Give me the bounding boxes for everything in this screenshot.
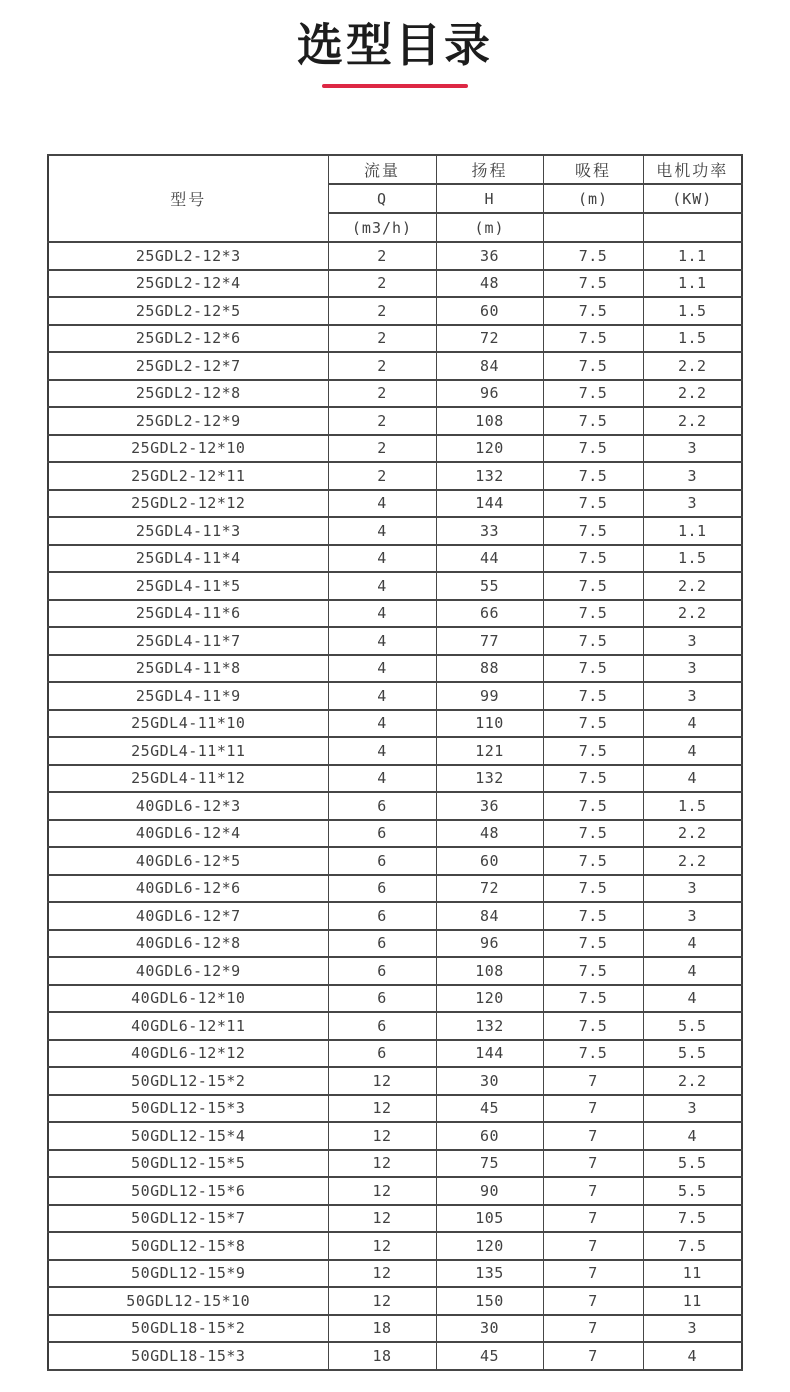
cell-suction: 7.5	[543, 710, 643, 738]
cell-power: 3	[643, 462, 742, 490]
cell-flow: 6	[328, 930, 436, 958]
table-row	[48, 710, 742, 738]
cell-head: 48	[436, 270, 543, 298]
table-row	[48, 1150, 742, 1178]
cell-power: 2.2	[643, 407, 742, 435]
cell-model: 25GDL4-11*10	[48, 710, 328, 738]
header-flow-symbol: Q	[328, 184, 436, 213]
cell-power: 4	[643, 957, 742, 985]
cell-model: 50GDL12-15*10	[48, 1287, 328, 1315]
cell-power: 7.5	[643, 1232, 742, 1260]
cell-suction: 7	[543, 1205, 643, 1233]
cell-suction: 7.5	[543, 297, 643, 325]
cell-model: 25GDL2-12*9	[48, 407, 328, 435]
cell-flow: 2	[328, 270, 436, 298]
cell-model: 25GDL4-11*4	[48, 545, 328, 573]
table-row	[48, 1315, 742, 1343]
table-row	[48, 985, 742, 1013]
cell-power: 3	[643, 902, 742, 930]
cell-head: 60	[436, 847, 543, 875]
cell-suction: 7.5	[543, 682, 643, 710]
cell-power: 1.5	[643, 325, 742, 353]
table-row	[48, 875, 742, 903]
cell-head: 99	[436, 682, 543, 710]
cell-head: 75	[436, 1150, 543, 1178]
cell-model: 25GDL4-11*11	[48, 737, 328, 765]
cell-suction: 7	[543, 1260, 643, 1288]
table-row	[48, 957, 742, 985]
header-head-title: 扬程	[436, 155, 543, 184]
cell-model: 40GDL6-12*11	[48, 1012, 328, 1040]
cell-suction: 7	[543, 1122, 643, 1150]
cell-flow: 6	[328, 820, 436, 848]
cell-model: 25GDL2-12*5	[48, 297, 328, 325]
header-suction-unit: (m)	[543, 184, 643, 213]
cell-flow: 4	[328, 710, 436, 738]
cell-flow: 12	[328, 1122, 436, 1150]
cell-suction: 7.5	[543, 627, 643, 655]
cell-head: 120	[436, 1232, 543, 1260]
cell-flow: 6	[328, 847, 436, 875]
cell-head: 48	[436, 820, 543, 848]
header-head-symbol: H	[436, 184, 543, 213]
cell-power: 1.1	[643, 270, 742, 298]
cell-power: 1.1	[643, 517, 742, 545]
header-empty-cell	[643, 213, 742, 242]
cell-power: 2.2	[643, 600, 742, 628]
cell-power: 1.5	[643, 792, 742, 820]
cell-flow: 12	[328, 1287, 436, 1315]
header-power-title: 电机功率	[643, 155, 742, 184]
cell-head: 44	[436, 545, 543, 573]
table-body	[48, 242, 742, 1370]
cell-suction: 7.5	[543, 407, 643, 435]
cell-model: 25GDL2-12*4	[48, 270, 328, 298]
cell-suction: 7.5	[543, 957, 643, 985]
cell-model: 25GDL2-12*3	[48, 242, 328, 270]
table-row	[48, 270, 742, 298]
table-row	[48, 1205, 742, 1233]
cell-flow: 4	[328, 600, 436, 628]
cell-flow: 4	[328, 682, 436, 710]
table-row	[48, 1232, 742, 1260]
cell-model: 40GDL6-12*4	[48, 820, 328, 848]
cell-power: 3	[643, 655, 742, 683]
cell-suction: 7.5	[543, 847, 643, 875]
cell-power: 3	[643, 435, 742, 463]
table-row	[48, 1067, 742, 1095]
cell-head: 121	[436, 737, 543, 765]
cell-head: 132	[436, 462, 543, 490]
cell-power: 4	[643, 985, 742, 1013]
cell-power: 5.5	[643, 1150, 742, 1178]
cell-flow: 12	[328, 1232, 436, 1260]
cell-suction: 7.5	[543, 545, 643, 573]
cell-suction: 7.5	[543, 242, 643, 270]
cell-head: 33	[436, 517, 543, 545]
cell-power: 3	[643, 682, 742, 710]
table-row	[48, 847, 742, 875]
cell-model: 25GDL2-12*6	[48, 325, 328, 353]
cell-head: 105	[436, 1205, 543, 1233]
cell-head: 66	[436, 600, 543, 628]
cell-suction: 7	[543, 1342, 643, 1370]
cell-head: 36	[436, 242, 543, 270]
cell-head: 144	[436, 490, 543, 518]
cell-flow: 2	[328, 352, 436, 380]
cell-flow: 4	[328, 737, 436, 765]
cell-model: 25GDL4-11*9	[48, 682, 328, 710]
cell-flow: 12	[328, 1095, 436, 1123]
cell-suction: 7.5	[543, 462, 643, 490]
cell-model: 25GDL2-12*10	[48, 435, 328, 463]
cell-power: 2.2	[643, 380, 742, 408]
cell-suction: 7.5	[543, 875, 643, 903]
cell-head: 120	[436, 985, 543, 1013]
cell-model: 25GDL4-11*7	[48, 627, 328, 655]
cell-power: 1.5	[643, 297, 742, 325]
cell-suction: 7.5	[543, 270, 643, 298]
cell-suction: 7	[543, 1150, 643, 1178]
cell-flow: 2	[328, 407, 436, 435]
cell-suction: 7.5	[543, 820, 643, 848]
cell-power: 3	[643, 875, 742, 903]
catalog-page	[0, 18, 790, 1371]
cell-power: 2.2	[643, 352, 742, 380]
page-title: 选型目录	[297, 19, 493, 71]
cell-power: 11	[643, 1287, 742, 1315]
cell-flow: 12	[328, 1177, 436, 1205]
cell-head: 108	[436, 407, 543, 435]
cell-model: 50GDL12-15*7	[48, 1205, 328, 1233]
cell-power: 7.5	[643, 1205, 742, 1233]
cell-suction: 7.5	[543, 380, 643, 408]
header-empty-cell	[543, 213, 643, 242]
cell-suction: 7.5	[543, 902, 643, 930]
cell-head: 55	[436, 572, 543, 600]
cell-model: 25GDL4-11*3	[48, 517, 328, 545]
cell-head: 88	[436, 655, 543, 683]
cell-flow: 12	[328, 1260, 436, 1288]
cell-model: 50GDL12-15*3	[48, 1095, 328, 1123]
cell-flow: 6	[328, 875, 436, 903]
cell-power: 3	[643, 490, 742, 518]
cell-suction: 7.5	[543, 930, 643, 958]
table-row	[48, 407, 742, 435]
cell-flow: 4	[328, 490, 436, 518]
cell-power: 3	[643, 1315, 742, 1343]
cell-suction: 7.5	[543, 985, 643, 1013]
cell-suction: 7.5	[543, 490, 643, 518]
table-row	[48, 682, 742, 710]
table-row	[48, 545, 742, 573]
cell-suction: 7	[543, 1287, 643, 1315]
header-flow-title: 流量	[328, 155, 436, 184]
cell-suction: 7	[543, 1177, 643, 1205]
cell-model: 40GDL6-12*6	[48, 875, 328, 903]
cell-power: 4	[643, 710, 742, 738]
cell-model: 25GDL4-11*8	[48, 655, 328, 683]
cell-flow: 18	[328, 1342, 436, 1370]
table-row	[48, 380, 742, 408]
header-suction-title: 吸程	[543, 155, 643, 184]
cell-model: 40GDL6-12*10	[48, 985, 328, 1013]
cell-flow: 4	[328, 545, 436, 573]
table-row	[48, 792, 742, 820]
cell-power: 1.5	[643, 545, 742, 573]
cell-head: 45	[436, 1342, 543, 1370]
cell-flow: 2	[328, 242, 436, 270]
cell-head: 90	[436, 1177, 543, 1205]
table-row	[48, 737, 742, 765]
cell-model: 50GDL12-15*5	[48, 1150, 328, 1178]
cell-model: 50GDL12-15*4	[48, 1122, 328, 1150]
table-row	[48, 655, 742, 683]
cell-model: 40GDL6-12*3	[48, 792, 328, 820]
cell-suction: 7.5	[543, 325, 643, 353]
cell-flow: 4	[328, 517, 436, 545]
table-row	[48, 1040, 742, 1068]
cell-model: 40GDL6-12*12	[48, 1040, 328, 1068]
cell-flow: 6	[328, 1012, 436, 1040]
cell-power: 2.2	[643, 847, 742, 875]
cell-head: 96	[436, 930, 543, 958]
cell-flow: 4	[328, 627, 436, 655]
cell-flow: 12	[328, 1150, 436, 1178]
table-row	[48, 352, 742, 380]
cell-flow: 2	[328, 435, 436, 463]
cell-suction: 7.5	[543, 1012, 643, 1040]
header-head-unit: (m)	[436, 213, 543, 242]
table-row	[48, 765, 742, 793]
selection-table	[47, 154, 743, 1371]
cell-flow: 2	[328, 380, 436, 408]
cell-model: 40GDL6-12*9	[48, 957, 328, 985]
cell-power: 3	[643, 627, 742, 655]
cell-head: 96	[436, 380, 543, 408]
cell-suction: 7.5	[543, 600, 643, 628]
cell-power: 2.2	[643, 572, 742, 600]
cell-suction: 7.5	[543, 765, 643, 793]
cell-flow: 4	[328, 655, 436, 683]
cell-flow: 4	[328, 572, 436, 600]
table-row	[48, 297, 742, 325]
table-row	[48, 435, 742, 463]
cell-model: 50GDL12-15*6	[48, 1177, 328, 1205]
cell-power: 4	[643, 1342, 742, 1370]
cell-model: 50GDL12-15*2	[48, 1067, 328, 1095]
table-row	[48, 572, 742, 600]
cell-flow: 2	[328, 325, 436, 353]
cell-head: 30	[436, 1315, 543, 1343]
cell-suction: 7.5	[543, 517, 643, 545]
cell-flow: 6	[328, 902, 436, 930]
cell-flow: 4	[328, 765, 436, 793]
cell-power: 2.2	[643, 1067, 742, 1095]
table-row	[48, 242, 742, 270]
cell-head: 150	[436, 1287, 543, 1315]
cell-head: 45	[436, 1095, 543, 1123]
header-row-title	[48, 155, 742, 184]
title-underline	[322, 84, 468, 88]
cell-head: 144	[436, 1040, 543, 1068]
cell-flow: 12	[328, 1205, 436, 1233]
table-row	[48, 1177, 742, 1205]
cell-power: 1.1	[643, 242, 742, 270]
cell-flow: 12	[328, 1067, 436, 1095]
table-row	[48, 1287, 742, 1315]
cell-model: 25GDL4-11*12	[48, 765, 328, 793]
cell-power: 3	[643, 1095, 742, 1123]
cell-head: 60	[436, 297, 543, 325]
cell-head: 135	[436, 1260, 543, 1288]
cell-head: 72	[436, 325, 543, 353]
cell-model: 50GDL18-15*3	[48, 1342, 328, 1370]
table-row	[48, 517, 742, 545]
cell-head: 132	[436, 1012, 543, 1040]
cell-model: 25GDL4-11*6	[48, 600, 328, 628]
table-row	[48, 1095, 742, 1123]
cell-model: 50GDL18-15*2	[48, 1315, 328, 1343]
table-row	[48, 1012, 742, 1040]
cell-model: 25GDL2-12*12	[48, 490, 328, 518]
cell-head: 36	[436, 792, 543, 820]
table-row	[48, 627, 742, 655]
cell-suction: 7	[543, 1095, 643, 1123]
table-row	[48, 600, 742, 628]
cell-model: 40GDL6-12*8	[48, 930, 328, 958]
cell-model: 25GDL2-12*7	[48, 352, 328, 380]
cell-model: 40GDL6-12*5	[48, 847, 328, 875]
cell-model: 50GDL12-15*9	[48, 1260, 328, 1288]
cell-head: 120	[436, 435, 543, 463]
table-row	[48, 930, 742, 958]
cell-flow: 2	[328, 462, 436, 490]
table-row	[48, 325, 742, 353]
cell-flow: 2	[328, 297, 436, 325]
cell-flow: 18	[328, 1315, 436, 1343]
cell-suction: 7.5	[543, 792, 643, 820]
table-row	[48, 820, 742, 848]
table-row	[48, 1122, 742, 1150]
header-flow-unit: (m3/h)	[328, 213, 436, 242]
cell-power: 5.5	[643, 1177, 742, 1205]
cell-power: 4	[643, 1122, 742, 1150]
cell-head: 110	[436, 710, 543, 738]
cell-head: 132	[436, 765, 543, 793]
table-row	[48, 902, 742, 930]
cell-power: 2.2	[643, 820, 742, 848]
cell-suction: 7.5	[543, 655, 643, 683]
cell-suction: 7.5	[543, 352, 643, 380]
cell-head: 108	[436, 957, 543, 985]
cell-model: 25GDL4-11*5	[48, 572, 328, 600]
cell-head: 60	[436, 1122, 543, 1150]
cell-head: 77	[436, 627, 543, 655]
cell-flow: 6	[328, 957, 436, 985]
cell-power: 4	[643, 765, 742, 793]
cell-power: 5.5	[643, 1040, 742, 1068]
cell-head: 84	[436, 352, 543, 380]
cell-flow: 6	[328, 792, 436, 820]
table-row	[48, 1342, 742, 1370]
cell-suction: 7	[543, 1067, 643, 1095]
cell-suction: 7	[543, 1232, 643, 1260]
cell-power: 11	[643, 1260, 742, 1288]
cell-model: 25GDL2-12*8	[48, 380, 328, 408]
cell-suction: 7.5	[543, 737, 643, 765]
cell-power: 4	[643, 737, 742, 765]
cell-flow: 6	[328, 985, 436, 1013]
cell-model: 40GDL6-12*7	[48, 902, 328, 930]
table-header	[48, 155, 742, 242]
cell-suction: 7.5	[543, 572, 643, 600]
cell-head: 84	[436, 902, 543, 930]
cell-suction: 7.5	[543, 1040, 643, 1068]
cell-suction: 7	[543, 1315, 643, 1343]
cell-power: 4	[643, 930, 742, 958]
cell-power: 5.5	[643, 1012, 742, 1040]
table-row	[48, 462, 742, 490]
cell-head: 30	[436, 1067, 543, 1095]
header-model: 型号	[48, 155, 328, 242]
cell-flow: 6	[328, 1040, 436, 1068]
cell-model: 50GDL12-15*8	[48, 1232, 328, 1260]
table-row	[48, 490, 742, 518]
cell-model: 25GDL2-12*11	[48, 462, 328, 490]
cell-suction: 7.5	[543, 435, 643, 463]
header-power-unit: (KW)	[643, 184, 742, 213]
cell-head: 72	[436, 875, 543, 903]
table-row	[48, 1260, 742, 1288]
